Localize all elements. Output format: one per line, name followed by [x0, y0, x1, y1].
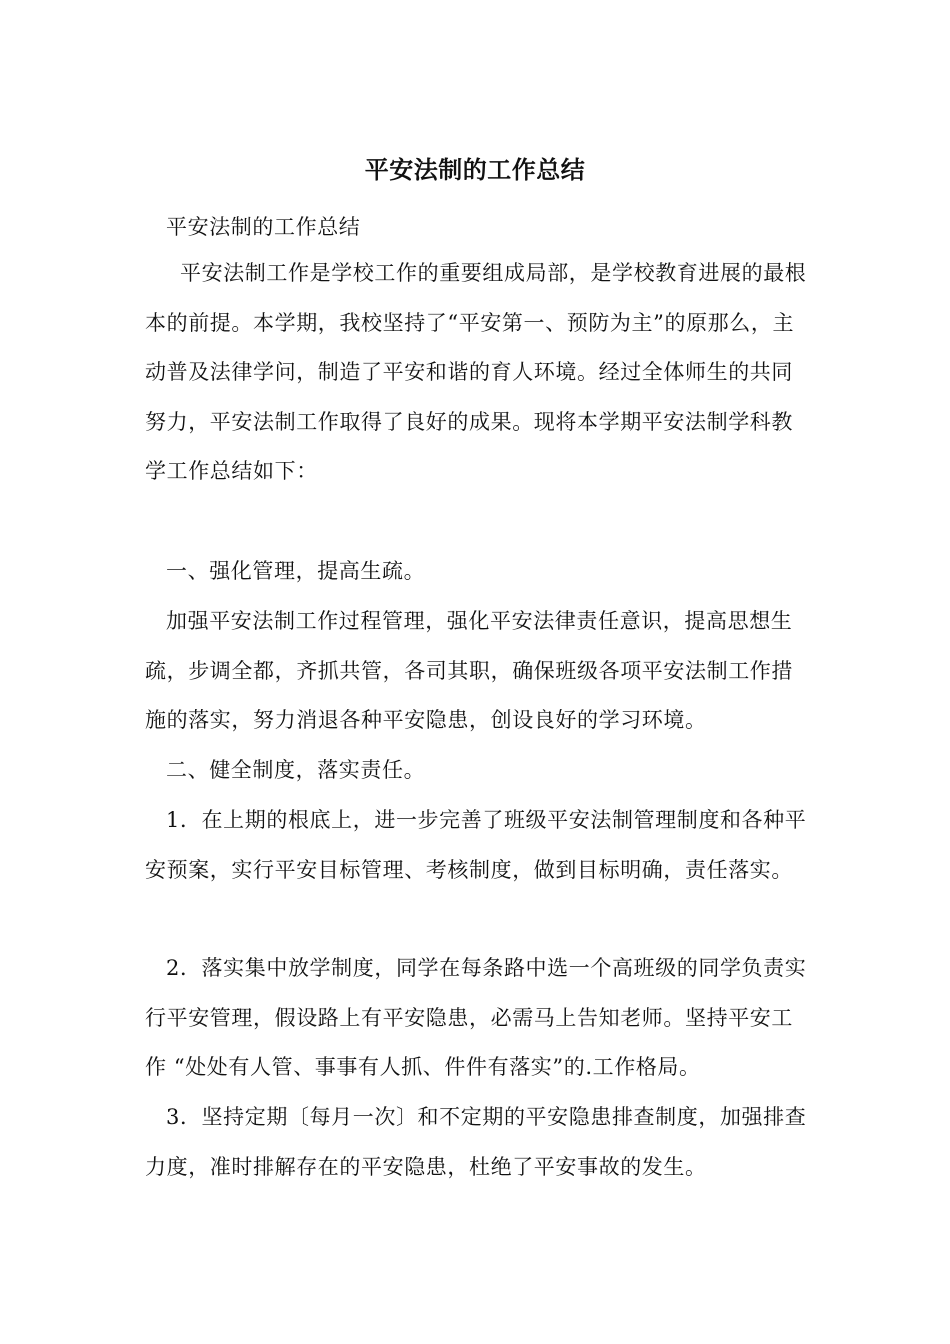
section-heading-2: 二、健全制度，落实责任。 [166, 758, 426, 782]
list-item-1: 1．在上期的根底上，进一步完善了班级平安法制管理制度和各种平安预案，实行平安目标管理、考核制度，做到目标明确，责任落实。 [145, 808, 807, 882]
intro-paragraph: 平安法制工作是学校工作的重要组成局部，是学校教育进展的最根本的前提。本学期，我校坚持了“平安第一、预防为主”的原那么，主动普及法律学问，制造了平安和谐的育人环境。经过全体师生的共同努力，平安法制工作取得了良好的成果。现将本学期平安法制学科教学工作总结如下： [145, 261, 807, 483]
section-body-1: 加强平安法制工作过程管理，强化平安法律责任意识，提高思想生疏，步调全都，齐抓共管，各司其职，确保班级各项平安法制工作措施的落实，努力消退各种平安隐患，创设良好的学习环境。 [145, 609, 793, 732]
document-subtitle: 平安法制的工作总结 [166, 215, 361, 239]
document-title: 平安法制的工作总结 [364, 155, 586, 184]
section-heading-1: 一、强化管理，提高生疏。 [166, 559, 426, 583]
list-item-3: 3．坚持定期〔每月一次〕和不定期的平安隐患排查制度，加强排查力度，准时排解存在的平安隐患，杜绝了平安事故的发生。 [145, 1105, 807, 1179]
list-item-2: 2．落实集中放学制度，同学在每条路中选一个高班级的同学负责实行平安管理，假设路上有平安隐患，必需马上告知老师。坚持平安工作 “处处有人管、事事有人抓、件件有落实”的.工作格局。 [145, 956, 807, 1079]
